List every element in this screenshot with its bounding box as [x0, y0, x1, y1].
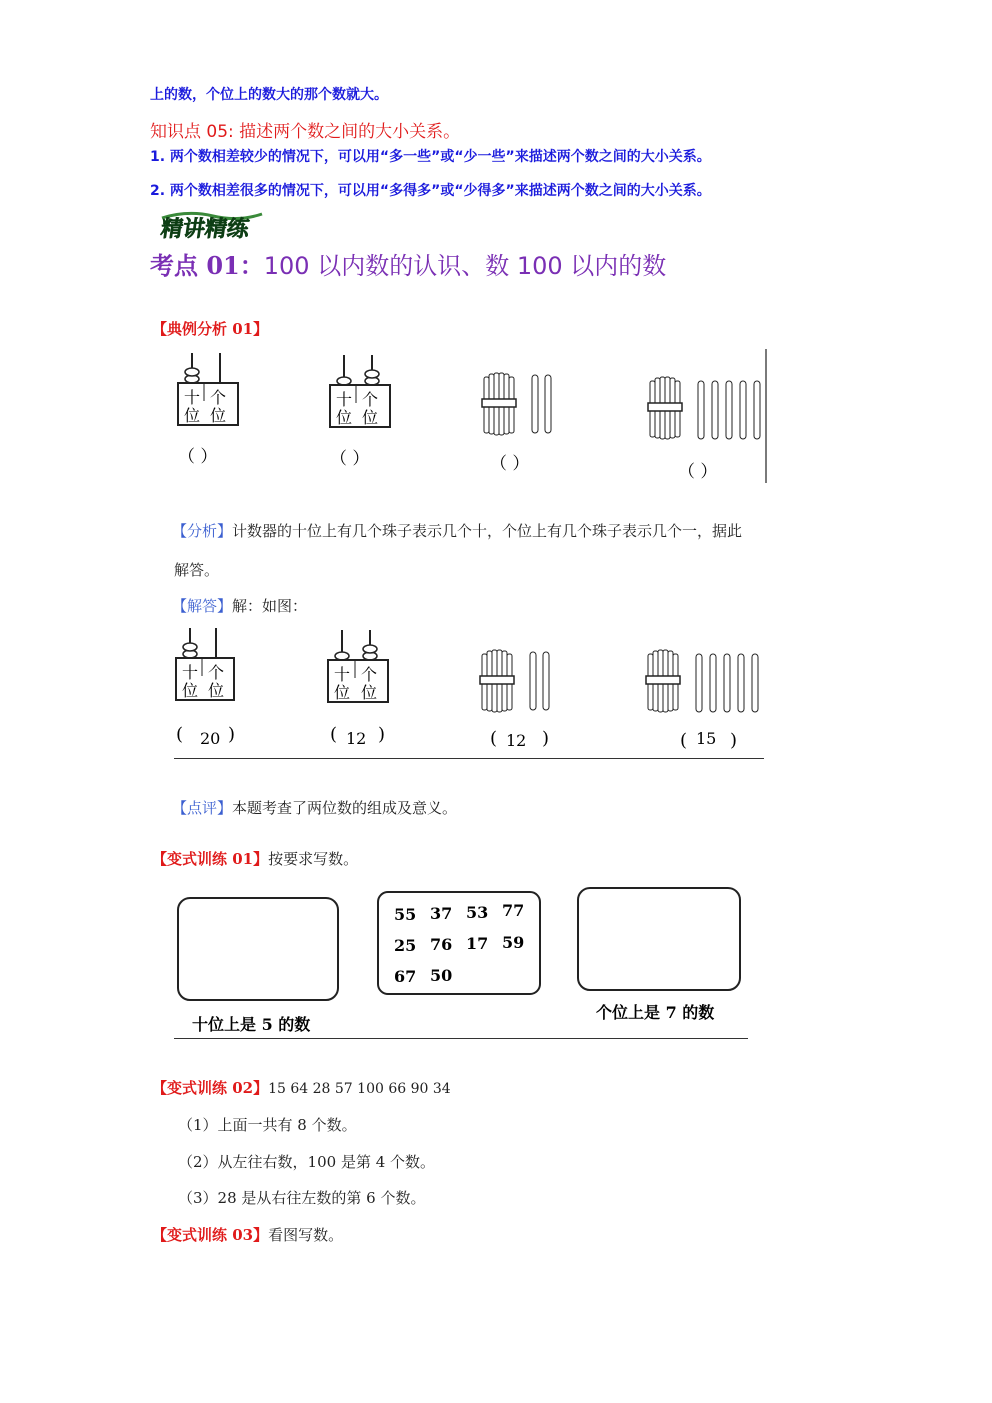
- svg-text:(: (: [176, 724, 184, 745]
- comment-text: 本题考查了两位数的组成及意义。: [232, 799, 458, 817]
- abacus-2-pos-label-a: 位: [336, 408, 353, 427]
- num-17: 17: [466, 934, 489, 953]
- v2-q1: （1）上面一共有 8 个数。: [178, 1116, 357, 1134]
- answer-abacus-1-tens: 十: [182, 663, 199, 682]
- blank-4: （ ）: [678, 462, 718, 482]
- answer-abacus-1: [176, 628, 235, 748]
- example-tag: 【典例分析 01】: [152, 320, 269, 338]
- svg-text:(: (: [490, 728, 498, 749]
- num-76: 76: [430, 935, 453, 954]
- num-77: 77: [502, 901, 525, 920]
- blank-3: （ ）: [490, 454, 530, 474]
- answer-abacus-2-pos-b: 位: [361, 683, 378, 702]
- section-heading: [150, 246, 666, 281]
- answer-tag: 【解答】: [172, 597, 233, 615]
- v3-text: 看图写数。: [268, 1226, 344, 1244]
- blank-2: （ ）: [330, 449, 370, 469]
- abacus-2-ones-label: 个: [362, 390, 379, 409]
- svg-text:): ): [730, 730, 738, 751]
- comment-tag: 【点评】: [172, 799, 233, 817]
- kp05-item-2: 2. 两个数相差很多的情况下，可以用“多得多”或“少得多”来描述两个数之间的大小关系。: [150, 183, 711, 199]
- stick-bundle-icon: [646, 650, 680, 712]
- abacus-1: [178, 353, 238, 467]
- sticks-2: [648, 377, 760, 482]
- answer-abacus-2-tens: 十: [334, 665, 351, 684]
- stick-bundle-icon: [648, 377, 682, 439]
- answer-abacus-1-pos-b: 位: [208, 681, 225, 700]
- v2-text: 15 64 28 57 100 66 90 34: [268, 1081, 451, 1097]
- answer-figure: [170, 622, 770, 762]
- v2-q3: （3）28 是从右往左数的第 6 个数。: [178, 1189, 426, 1207]
- kp05-title: 知识点 05: 描述两个数之间的大小关系。: [150, 122, 461, 142]
- v3-heading: [152, 1224, 343, 1245]
- abacus-1-pos-label-a: 位: [184, 406, 201, 425]
- section-title: 100 以内数的认识、数 100 以内的数: [263, 252, 667, 280]
- num-53: 53: [466, 903, 489, 922]
- sticks-1: [482, 373, 551, 474]
- section-prefix: 考点 01：: [150, 251, 264, 280]
- svg-text:(: (: [680, 730, 688, 751]
- answer-abacus-1-ones: 个: [208, 663, 225, 682]
- blank-1: （ ）: [178, 447, 218, 467]
- v3-tag: 【变式训练 03】: [152, 1226, 269, 1244]
- v1-heading: [152, 848, 358, 869]
- answer-abacus-1-pos-a: 位: [182, 681, 199, 700]
- abacus-2: [330, 355, 390, 469]
- num-50: 50: [430, 966, 453, 985]
- kp05-item-1: 1. 两个数相差较少的情况下，可以用“多一些”或“少一些”来描述两个数之间的大小关系。: [150, 149, 711, 165]
- num-59: 59: [502, 933, 525, 952]
- svg-text:): ): [378, 724, 386, 745]
- answer-underline: [174, 758, 764, 759]
- left-box: [178, 898, 338, 1000]
- answer-value-3: 12: [506, 731, 527, 750]
- left-box-label: 十位上是 5 的数: [192, 1015, 311, 1034]
- answer-abacus-2: [328, 630, 388, 748]
- stick-bundle-icon: [480, 650, 514, 712]
- abacus-2-tens-label: 十: [336, 390, 353, 409]
- v2-tag: 【变式训练 02】: [152, 1079, 269, 1097]
- analysis-text-2: 解答。: [174, 561, 220, 579]
- svg-text:): ): [228, 724, 236, 745]
- num-25: 25: [394, 936, 417, 955]
- answer-sticks-1: [480, 650, 549, 750]
- banner: [158, 208, 264, 242]
- answer-abacus-2-pos-a: 位: [334, 683, 351, 702]
- banner-art: [158, 208, 264, 242]
- num-37: 37: [430, 904, 453, 923]
- abacus-1-tens-label: 十: [184, 388, 201, 407]
- example-figure: [170, 345, 770, 490]
- abacus-2-pos-label-b: 位: [362, 408, 379, 427]
- analysis-text: 计数器的十位上有几个珠子表示几个十，个位上有几个珠子表示几个一，据此: [232, 522, 743, 540]
- analysis-tag: 【分析】: [172, 522, 233, 540]
- top-line: 上的数，个位上的数大的那个数就大。: [150, 87, 388, 103]
- abacus-1-pos-label-b: 位: [210, 406, 227, 425]
- v1-figure: [172, 884, 752, 1040]
- banner-text: 精讲精练: [159, 216, 251, 242]
- answer: [172, 595, 307, 616]
- v1-tag: 【变式训练 01】: [152, 850, 269, 868]
- right-box: [578, 888, 740, 990]
- abacus-1-ones-label: 个: [210, 388, 227, 407]
- answer-value-2: 12: [346, 729, 367, 748]
- answer-sticks-2: [646, 650, 758, 751]
- v2-q2: （2）从左往右数，100 是第 4 个数。: [178, 1153, 436, 1171]
- answer-abacus-2-ones: 个: [361, 665, 378, 684]
- right-box-label: 个位上是 7 的数: [596, 1003, 715, 1022]
- v1-underline: [174, 1038, 748, 1039]
- v1-text: 按要求写数。: [268, 850, 359, 868]
- v2-heading: [152, 1077, 451, 1098]
- analysis: [172, 520, 742, 541]
- answer-value-1: 20: [200, 729, 221, 748]
- comment: [172, 797, 457, 818]
- num-55: 55: [394, 905, 417, 924]
- svg-text:): ): [542, 728, 550, 749]
- stick-bundle-icon: [482, 373, 516, 435]
- svg-text:(: (: [330, 724, 338, 745]
- num-67: 67: [394, 967, 417, 986]
- answer-text: 解：如图：: [232, 597, 308, 615]
- answer-value-4: 15: [696, 729, 717, 748]
